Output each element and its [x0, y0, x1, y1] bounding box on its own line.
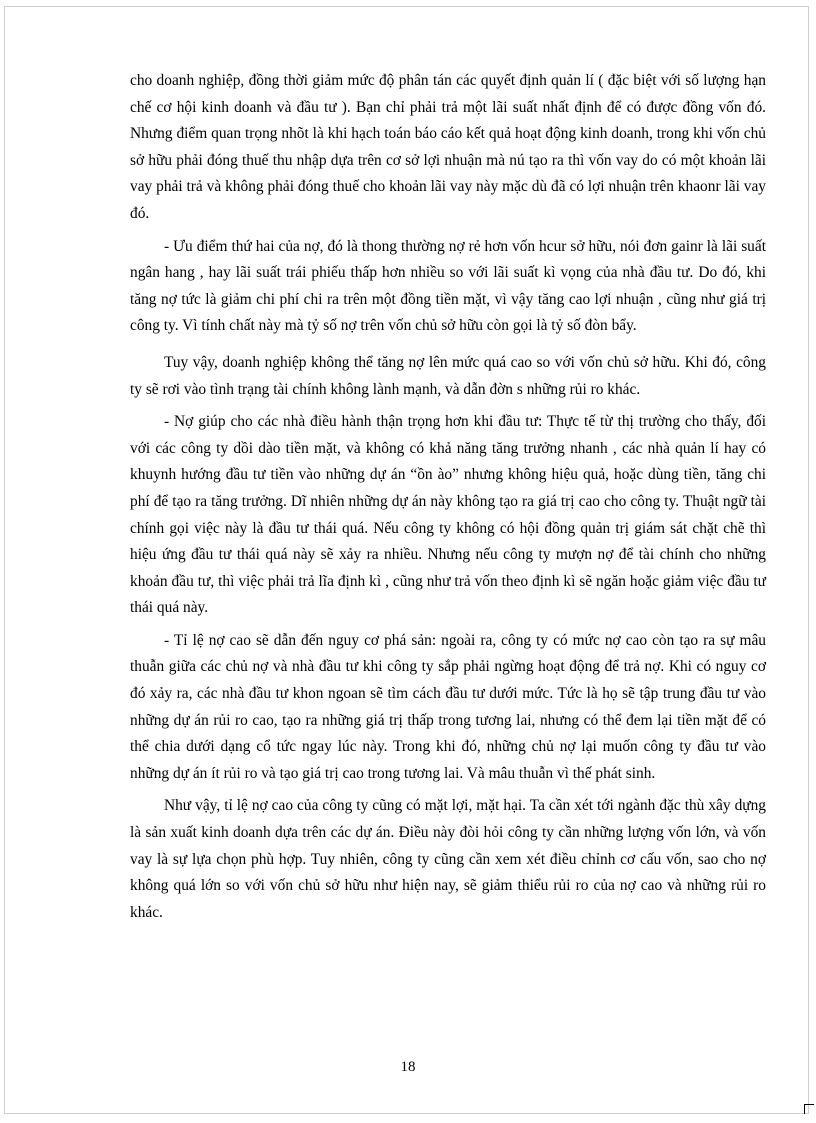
- paragraph-1: cho doanh nghiệp, đồng thời giảm mức độ phân tán các quyết định quản lí ( đặc biệt với số lượng hạn chế cơ hội kinh doanh và đầu tư ). Bạn chỉ phải trả một lãi suất nhất định để có được đồng vốn đó. Nhưng điểm quan trọng nhõt là khi hạch toán báo cáo kết quả hoạt động kinh doanh, trong khi vốn chủ sở hữu phải đóng thuế thu nhập dựa trên cơ sở lợi nhuận mà nú tạo ra thì vốn vay do có một khoản lãi vay phải trả và không phải đóng thuế cho khoản lãi vay này mặc dù đã có lợi nhuận trên khaonr lãi vay đó.: [130, 72, 766, 222]
- paragraph-6: Như vậy, tỉ lệ nợ cao của công ty cũng có mặt lợi, mặt hại. Ta cần xét tới ngành đặc thù xây dựng là sản xuất kinh doanh dựa trên các dự án. Điều này đòi hỏi công ty cần những lượng vốn lớn, và vốn vay là sự lựa chọn phù hợp. Tuy nhiên, công ty cũng cần xem xét điều chỉnh cơ cấu vốn, sao cho nợ không quá lớn so với vốn chủ sở hữu như hiện nay, sẽ giảm thiểu rủi ro của nợ cao và những rủi ro khác.: [130, 797, 766, 921]
- paragraph-5: - Tỉ lệ nợ cao sẽ dẫn đến nguy cơ phá sản: ngoài ra, công ty có mức nợ cao còn tạo ra sự mâu thuẫn giữa các chủ nợ và nhà đầu tư khi công ty sắp phải ngừng hoạt động để trả nợ. Khi có nguy cơ đó xảy ra, các nhà đầu tư khon ngoan sẽ tìm cách đầu tư dưới mức. Tức là họ sẽ tập trung đầu tư vào những dự án rủi ro cao, tạo ra những giá trị thấp trong tương lai, nhưng có thể đem lại tiền mặt để có thể chia dưới dạng cổ tức ngay lúc này. Trong khi đó, những chủ nợ lại muốn công ty đầu tư vào những dự án ít rủi ro và tạo giá trị cao trong tương lai. Và mâu thuẫn vì thế phát sinh.: [130, 631, 766, 782]
- document-body: [130, 68, 766, 926]
- page-corner-mark: [804, 1104, 814, 1114]
- paragraph-4: - Nợ giúp cho các nhà điều hành thận trọng hơn khi đầu tư: Thực tế từ thị trường cho thấy, đối với các công ty dồi dào tiền mặt, và không có khả năng tăng trưởng nhanh , các nhà quản lí hay có khuynh hướng đầu tư tiền vào những dự án “ồn ào” nhưng không hiệu quả, hoặc dùng tiền, tăng chi phí để tạo ra tăng trưởng. Dĩ nhiên những dự án này không tạo ra giá trị cao cho công ty. Thuật ngữ tài chính gọi việc này là đầu tư thái quá. Nếu công ty không có hội đồng quản trị giám sát chặt chẽ thì hiệu ứng đầu tư thái quá này sẽ xảy ra nhiều. Nhưng nếu công ty mượn nợ để tài chính cho những khoản đầu tư, thì việc phải trả lĩa định kì , cũng như trả vốn theo định kì sẽ ngăn hoặc giảm việc đầu tư thái quá này.: [130, 413, 766, 617]
- page-number: 18: [400, 1059, 416, 1075]
- paragraph-2: - Ưu điểm thứ hai của nợ, đó là thong thường nợ rẻ hơn vốn hcur sở hữu, nói đơn gainr là lãi suất ngân hang , hay lãi suất trái phiếu thấp hơn nhiều so với lãi suất kì vọng của nhà đầu tư. Do đó, khi tăng nợ tức là giảm chi phí chi ra trên một đồng tiền mặt, vì vậy tăng cao lợi nhuận , cũng như giá trị công ty. Vì tính chất này mà tỷ số nợ trên vốn chủ sở hữu còn gọi là tỷ số đòn bẩy.: [130, 237, 766, 335]
- paragraph-3: Tuy vậy, doanh nghiệp không thể tăng nợ lên mức quá cao so với vốn chủ sở hữu. Khi đó, công ty sẽ rơi vào tình trạng tài chính không lành mạnh, và dẫn đờn s những rủi ro khác.: [130, 353, 766, 398]
